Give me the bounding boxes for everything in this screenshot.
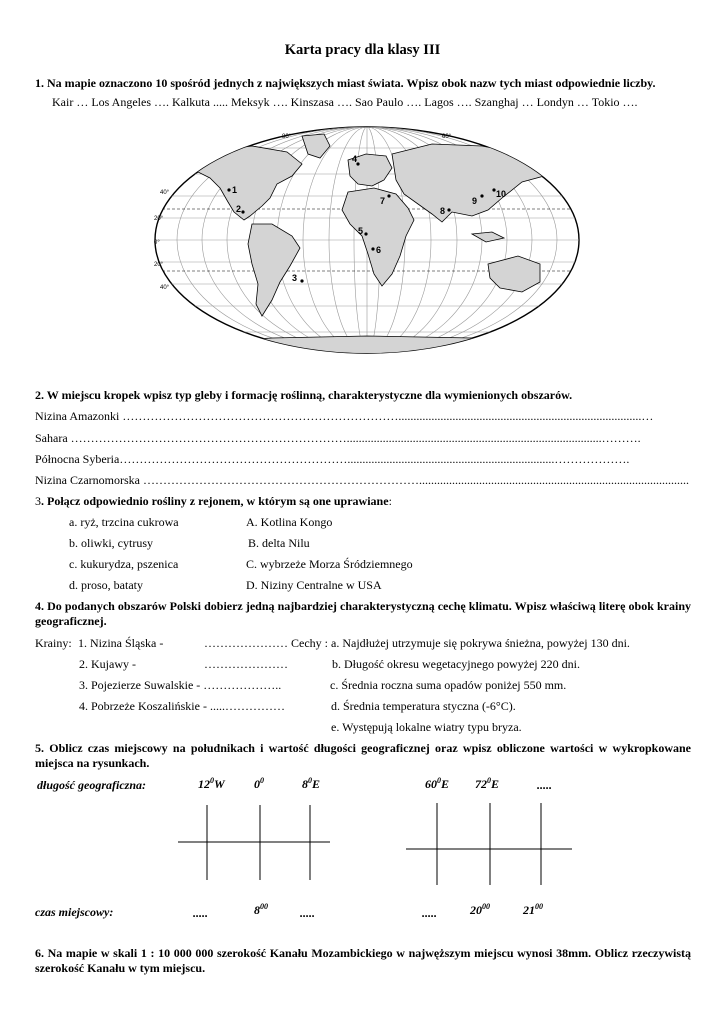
q3-number: 3 [35, 494, 41, 508]
time-value: $21^{00}$ [523, 902, 543, 917]
longitude-value: $8^0E$ [302, 776, 321, 791]
q3-region: A. Kotlina Kongo [246, 515, 333, 529]
q5-instruction: 5. Oblicz czas miejscowy na południkach i wartość długości geograficznej oraz wpisz obliczone wartości w wykropkowane miejsca na rysunkach. [35, 741, 691, 770]
longitude-label: długość geograficzna: [37, 778, 146, 792]
q4-region: 2. Kujawy - [79, 657, 136, 671]
q3-region: C. wybrzeże Morza Śródziemnego [246, 557, 413, 571]
q4-feature: b. Długość okresu wegetacyjnego powyżej 220 dni. [332, 657, 580, 671]
longitude-value: $60^0E$ [425, 776, 450, 791]
q6-instruction: 6. Na mapie w skali 1 : 10 000 000 szerokość Kanału Mozambickiego w najwęższym miejscu wynosi 38mm. Oblicz rzeczywistą szerokość Kanału w tym miejscu. [35, 946, 691, 975]
q3-plant: d. proso, bataty [69, 578, 143, 592]
q4-answer-blank[interactable]: ………………… Cechy : [204, 636, 328, 650]
q1-city-list: Kair … Los Angeles …. Kalkuta ..... Meksyk …. Kinszasa …. Sao Paulo …. Lagos …. Szanghaj … Londyn … Tokio …. [52, 95, 638, 109]
q2-area-name: Nizina Amazonki [35, 409, 120, 423]
q3-region: B. delta Nilu [248, 536, 310, 550]
map-degree-label: 60° [442, 134, 452, 140]
longitude-value: $12^0W$ [198, 776, 225, 791]
q4-region: 1. Nizina Śląska - [78, 636, 164, 650]
q2-answer-blank[interactable]: ………………………………………………….....................................................................………………. [119, 452, 630, 466]
q3-plant: a. ryż, trzcina cukrowa [69, 515, 179, 529]
city-marker-6: 6 [376, 245, 382, 255]
time-blank[interactable]: ..... [422, 906, 437, 920]
page-title: Karta pracy dla klasy III [284, 42, 441, 58]
local-time-label: czas miejscowy: [35, 905, 114, 919]
city-marker-7: 7 [380, 196, 386, 206]
q2-instruction: 2. W miejscu kropek wpisz typ gleby i formację roślinną, charakterystyczne dla wymienionych obszarów. [35, 388, 573, 402]
q4-regions-label: Krainy: [35, 636, 72, 650]
q3-region: D. Niziny Centralne w USA [246, 578, 382, 592]
map-degree-label: 20° [154, 262, 164, 268]
city-marker-4: 4 [352, 154, 358, 164]
q4-feature: c. Średnia roczna suma opadów poniżej 550 mm. [330, 678, 567, 692]
q2-answer-blank[interactable]: …………………………………………………………….................................................................................… [122, 409, 654, 423]
q2-area-name: Sahara [35, 431, 68, 445]
q3-plant: b. oliwki, cytrusy [69, 536, 153, 550]
city-marker-8: 8 [440, 206, 446, 216]
q4-feature: e. Występują lokalne wiatry typu bryza. [331, 720, 522, 734]
longitude-value: $72^0E$ [475, 776, 500, 791]
q4-region[interactable]: 4. Pobrzeże Koszalińskie - .....…………… [79, 699, 285, 713]
city-marker-10: 10 [496, 189, 507, 199]
city-marker-2: 2 [236, 204, 242, 214]
city-marker-9: 9 [472, 196, 478, 206]
q4-feature: a. Najdłużej utrzymuje się pokrywa śnieżna, powyżej 130 dni. [331, 636, 630, 650]
time-blank[interactable]: ..... [193, 906, 208, 920]
time-blank[interactable]: ..... [300, 906, 315, 920]
q3-colon: : [388, 494, 392, 508]
time-value: $20^{00}$ [470, 902, 490, 917]
map-degree-label: 40° [160, 190, 170, 196]
q3-plant: c. kukurydza, pszenica [69, 557, 179, 571]
q2-answer-blank[interactable]: …………………………………………………………….....................................................................................………. [70, 431, 641, 445]
longitude-value: $0^0$ [254, 776, 264, 791]
map-degree-label: 0° [154, 240, 160, 246]
q1-instruction: 1. Na mapie oznaczono 10 spośród jednych z największych miast świata. Wpisz obok nazw tych miast odpowiednie liczby. [35, 76, 656, 90]
longitude-blank[interactable]: ..... [537, 778, 552, 792]
q4-instruction: 4. Do podanych obszarów Polski dobierz jedną najbardziej charakterystyczną cechę klimatu. Wpisz właściwą literę obok krainy geograficznej. [35, 599, 691, 628]
q4-answer-blank[interactable]: ………………… [204, 657, 288, 671]
time-value: $8^{00}$ [254, 902, 268, 917]
city-marker-3: 3 [292, 273, 298, 283]
q2-area-name: Północna Syberia [35, 452, 120, 466]
q4-region[interactable]: 3. Pojezierze Suwalskie - ……………….. [79, 678, 282, 692]
map-degree-label: 40° [160, 285, 170, 291]
q3-text: . Połącz odpowiednio rośliny z rejonem, w którym są one uprawiane [41, 494, 389, 508]
map-degree-label: 20° [154, 216, 164, 222]
city-marker-1: 1 [232, 185, 238, 195]
q2-answer-blank[interactable]: …………………………………………………………….......................................................................................... [142, 473, 689, 487]
city-marker-5: 5 [358, 226, 364, 236]
map-degree-label: 80° [282, 134, 292, 140]
q2-area-name: Nizina Czarnomorska [35, 473, 140, 487]
q4-feature: d. Średnia temperatura styczna (-6°C). [331, 699, 516, 713]
